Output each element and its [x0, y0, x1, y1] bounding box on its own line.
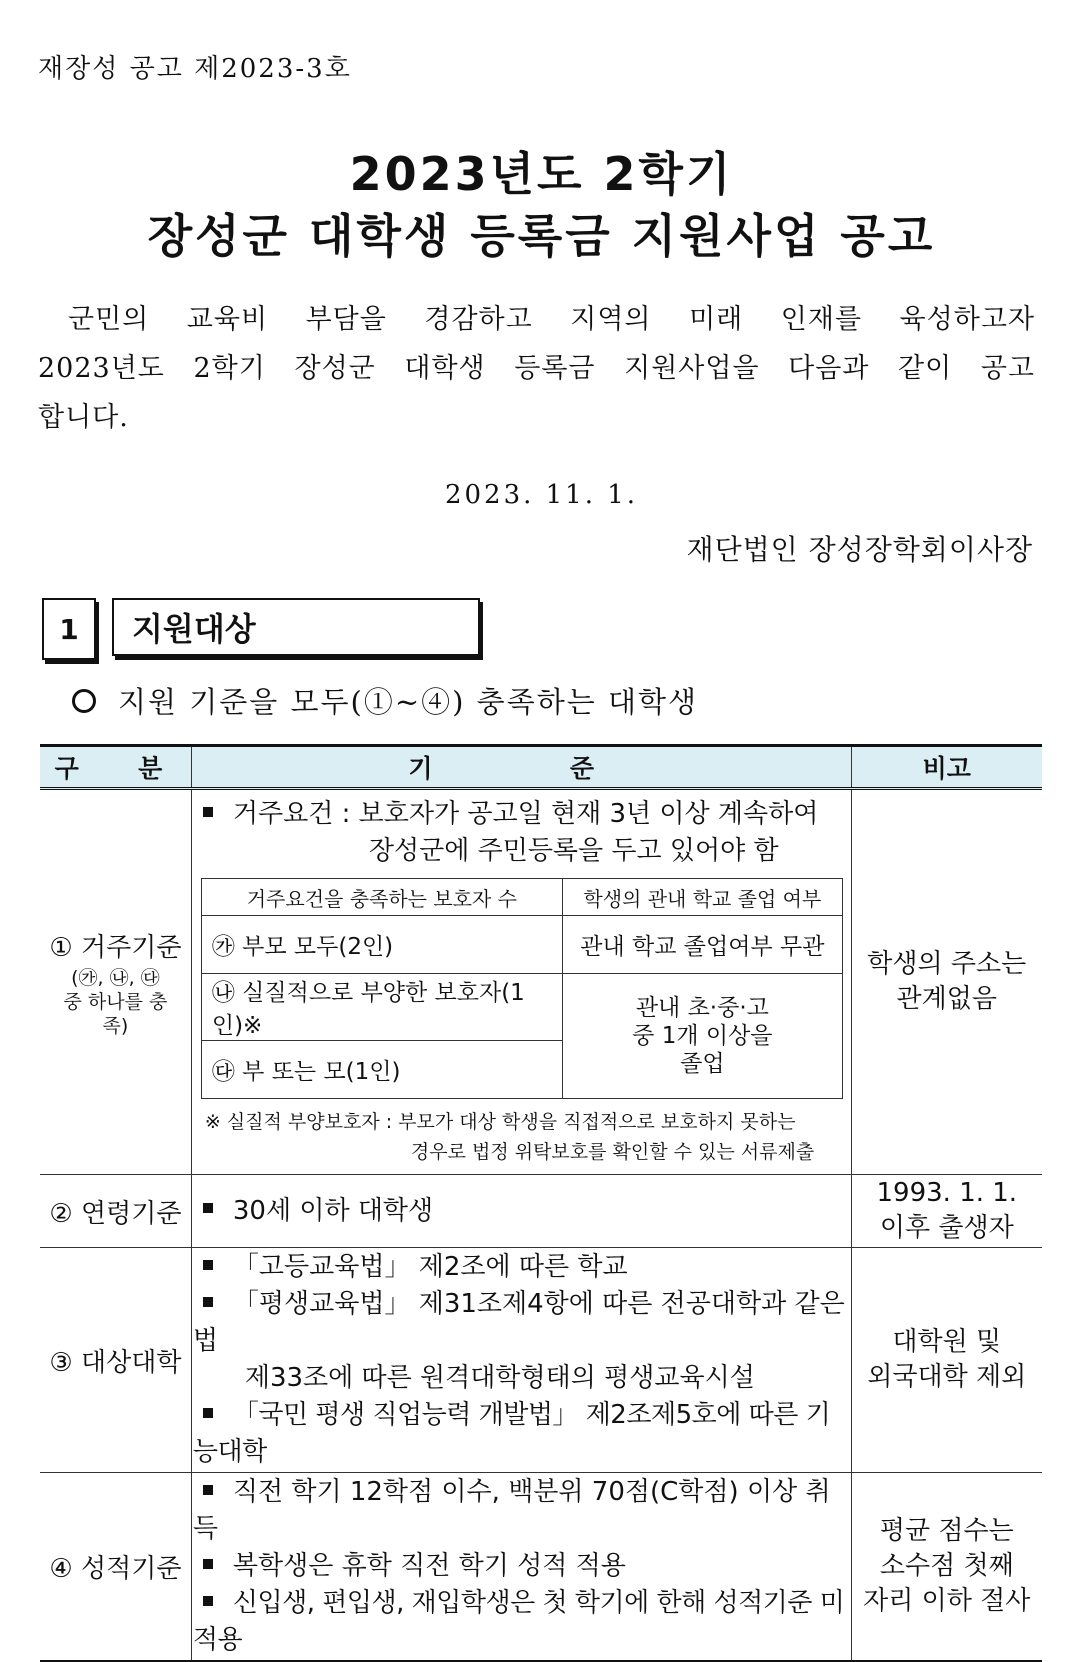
square-bullet-icon: [203, 807, 213, 817]
document-number: 재장성 공고 제2023-3호: [38, 54, 352, 84]
residence-criteria-cell: [191, 789, 851, 1175]
square-bullet-icon: [203, 1559, 213, 1569]
university-crit3: 「국민 평생 직업능력 개발법」 제2조제5호에 따른 기능대학: [192, 1400, 831, 1467]
title-line-2: 장성군 대학생 등록금 지원사업 공고: [147, 209, 936, 263]
university-crit1: 「고등교육법」 제2조에 따른 학교: [232, 1252, 628, 1282]
intro-line-1: 군민의 교육비 부담을 경감하고 지역의 미래 인재를 육성하고자: [68, 304, 1035, 335]
section-bullet-text: 지원 기준을 모두(①~④) 충족하는 대학생: [118, 685, 698, 719]
section-number: 1: [42, 598, 96, 660]
table-row-age: [40, 1175, 1042, 1248]
circle-bullet-icon: [72, 689, 96, 713]
intro-line-3: 합니다.: [38, 402, 129, 433]
sub-row-b: ㉯ 실질적으로 부양한 보호자(1인)※: [201, 974, 562, 1041]
residence-subtable: [201, 878, 843, 1099]
residence-crit: [193, 796, 850, 870]
sub-header-guardians: 거주요건을 충족하는 보호자 수: [201, 879, 562, 916]
issuer: 재단법인 장성장학회이사장: [686, 533, 1033, 566]
square-bullet-icon: [203, 1203, 213, 1213]
table-header-row: [40, 746, 1042, 789]
header-remark: 비고: [851, 746, 1042, 789]
sub-header-graduation: 학생의 관내 학교 졸업 여부: [562, 879, 842, 916]
age-crit: 30세 이하 대학생: [232, 1195, 434, 1226]
grade-criteria-cell: [191, 1473, 851, 1662]
residence-crit-line2: 장성군에 주민등록을 두고 있어야 함: [368, 836, 779, 866]
header-category: 구 분: [40, 746, 191, 789]
section-title: 지원대상: [112, 598, 480, 656]
age-label: ② 연령기준: [40, 1175, 191, 1248]
grade-crit2: 복학생은 휴학 직전 학기 성적 적용: [232, 1551, 626, 1581]
sub-row-a: ㉮ 부모 모두(2인): [201, 916, 562, 974]
square-bullet-icon: [203, 1297, 213, 1307]
grade-remark-line1: 평균 점수는: [879, 1516, 1014, 1546]
grade-crit1: 직전 학기 12학점 이수, 백분위 70점(C학점) 이상 취득: [192, 1477, 831, 1544]
age-remark-line2: 이후 출생자: [879, 1213, 1014, 1243]
residence-note-line2: 경우로 법정 위탁보호를 확인할 수 있는 서류제출: [410, 1141, 815, 1163]
university-criteria-cell: [191, 1248, 851, 1473]
residence-note: [193, 1107, 850, 1173]
notice-date: 2023. 11. 1.: [444, 480, 639, 510]
grade-crit3: 신입생, 편입생, 재입학생은 첫 학기에 한해 성적기준 미적용: [192, 1588, 845, 1655]
square-bullet-icon: [203, 1260, 213, 1270]
intro-paragraph: [38, 295, 1035, 442]
table-row-university: [40, 1248, 1042, 1473]
grade-label: ④ 성적기준: [40, 1473, 191, 1662]
square-bullet-icon: [203, 1596, 213, 1606]
intro-line-2: 2023년도 2학기 장성군 대학생 등록금 지원사업을 다음과 같이 공고: [38, 353, 1035, 384]
residence-note-line1: ※ 실질적 부양보호자 : 부모가 대상 학생을 직접적으로 보호하지 못하는: [204, 1111, 796, 1133]
university-remark-cell: [851, 1248, 1042, 1473]
university-remark-line1: 대학원 및: [892, 1327, 1002, 1357]
table-row-residence: [40, 789, 1042, 1175]
title-line-1: 2023년도 2학기: [349, 147, 734, 201]
grade-remark-cell: [851, 1473, 1042, 1662]
age-remark-cell: [851, 1175, 1042, 1248]
grade-remark-line2: 소수점 첫째: [879, 1551, 1014, 1581]
residence-label: ① 거주기준: [49, 932, 182, 963]
sub-row-a-grad: 관내 학교 졸업여부 무관: [562, 916, 842, 974]
grade-remark-line3: 자리 이하 절사: [863, 1586, 1031, 1616]
section-bullet: [72, 680, 698, 721]
square-bullet-icon: [203, 1408, 213, 1418]
table-row-grade: [40, 1473, 1042, 1662]
university-crit2b: 제33조에 따른 원격대학형태의 평생교육시설: [244, 1363, 755, 1393]
square-bullet-icon: [203, 1485, 213, 1495]
age-remark-line1: 1993. 1. 1.: [876, 1178, 1018, 1208]
university-label: ③ 대상대학: [40, 1248, 191, 1473]
residence-label-sub: (㉮, ㉯, ㉰중 하나를 충족): [63, 966, 168, 1037]
university-remark-line2: 외국대학 제외: [867, 1362, 1027, 1392]
residence-remark: 학생의 주소는 관계없음: [851, 789, 1042, 1175]
sub-row-c: ㉰ 부 또는 모(1인): [201, 1041, 562, 1099]
age-criteria-cell: [191, 1175, 851, 1248]
header-criteria: 기 준: [191, 746, 851, 789]
sub-row-bc-grad: 관내 초·중·고 중 1개 이상을 졸업: [562, 974, 842, 1099]
university-crit2a: 「평생교육법」 제31조제4항에 따른 전공대학과 같은 법: [192, 1289, 845, 1356]
residence-label-cell: [40, 789, 191, 1175]
criteria-table: [40, 744, 1042, 1662]
residence-crit-line1: 거주요건 : 보호자가 공고일 현재 3년 이상 계속하여: [232, 799, 819, 829]
